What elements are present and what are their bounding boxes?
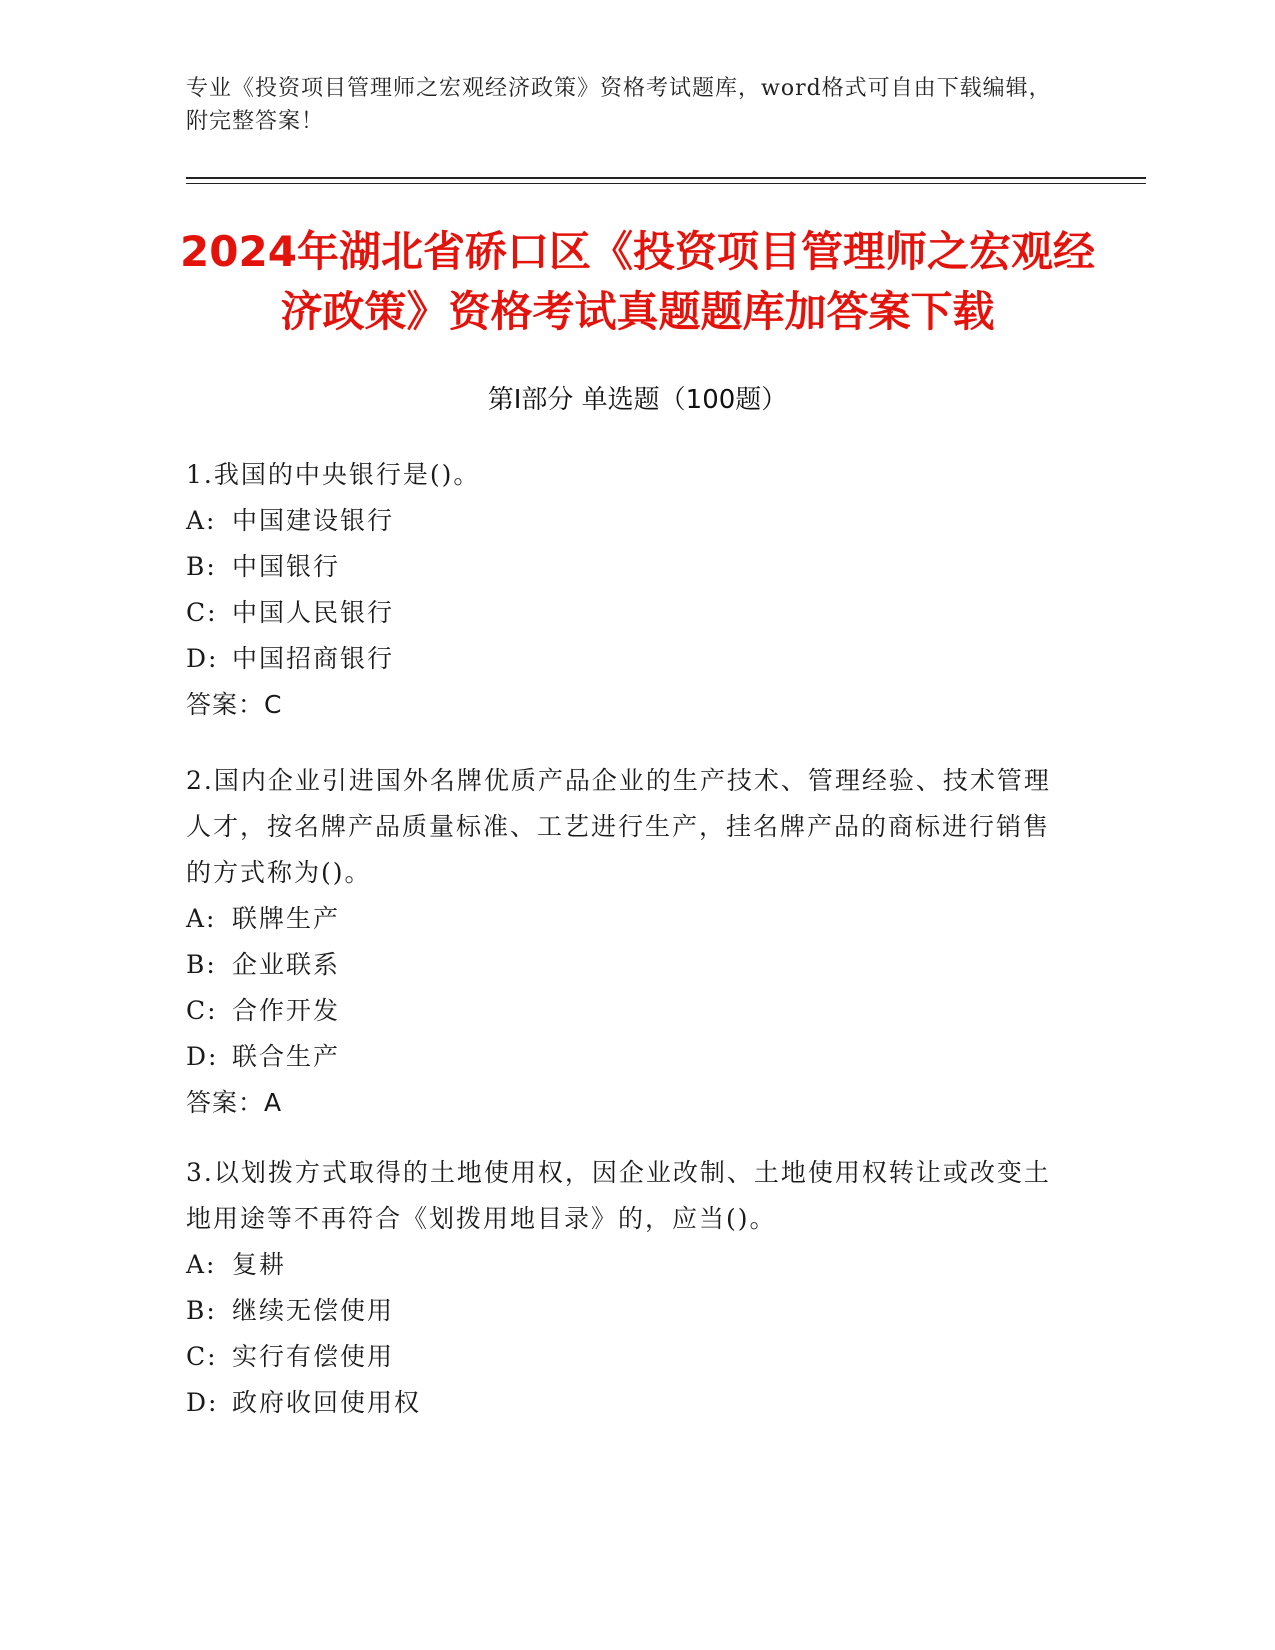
- option-text: 中国建设银行: [232, 506, 395, 535]
- option-text: 企业联系: [232, 950, 341, 979]
- option-letter: A:: [186, 506, 217, 535]
- option-letter: D:: [186, 644, 219, 673]
- option-letter: D:: [186, 1388, 219, 1417]
- header-rule-thick: [186, 177, 1146, 179]
- answer-line: 答案：A: [186, 1088, 283, 1117]
- option-text: 中国招商银行: [232, 644, 395, 673]
- option-text: 政府收回使用权: [232, 1388, 422, 1417]
- question-block: [186, 452, 1066, 728]
- option-b: [186, 1288, 1066, 1334]
- section-heading: 第Ⅰ部分 单选题（100题）: [487, 385, 788, 415]
- option-text: 中国人民银行: [232, 598, 395, 627]
- option-a: [186, 498, 1066, 544]
- document-title: 2024年湖北省硚口区《投资项目管理师之宏观经济政策》资格考试真题题库加答案下载: [180, 227, 1095, 336]
- question-text: 3.以划拨方式取得的土地使用权，因企业改制、土地使用权转让或改变土地用途等不再符合《划拨用地目录》的，应当()。: [186, 1158, 1051, 1233]
- option-d: [186, 1380, 1066, 1426]
- option-letter: D:: [186, 1042, 219, 1071]
- option-a: [186, 896, 1066, 942]
- question-text: 1.我国的中央银行是()。: [186, 460, 481, 489]
- option-letter: B:: [186, 552, 217, 581]
- option-text: 合作开发: [232, 996, 341, 1025]
- question-block: [186, 758, 1066, 1126]
- option-c: [186, 590, 1066, 636]
- option-d: [186, 636, 1066, 682]
- option-letter: C:: [186, 1342, 218, 1371]
- option-text: 联合生产: [232, 1042, 341, 1071]
- option-letter: A:: [186, 1250, 217, 1279]
- option-letter: C:: [186, 598, 218, 627]
- header-note: 专业《投资项目管理师之宏观经济政策》资格考试题库，word格式可自由下载编辑，附完整答案！: [186, 76, 1052, 134]
- option-b: [186, 544, 1066, 590]
- option-letter: B:: [186, 950, 217, 979]
- question-block: [186, 1150, 1066, 1426]
- option-letter: A:: [186, 904, 217, 933]
- option-text: 复耕: [232, 1250, 287, 1279]
- question-text: 2.国内企业引进国外名牌优质产品企业的生产技术、管理经验、技术管理人才，按名牌产品质量标准、工艺进行生产，挂名牌产品的商标进行销售的方式称为()。: [186, 766, 1051, 887]
- option-a: [186, 1242, 1066, 1288]
- option-text: 实行有偿使用: [232, 1342, 395, 1371]
- option-b: [186, 942, 1066, 988]
- option-text: 联牌生产: [232, 904, 341, 933]
- option-letter: B:: [186, 1296, 217, 1325]
- option-d: [186, 1034, 1066, 1080]
- option-c: [186, 1334, 1066, 1380]
- option-c: [186, 988, 1066, 1034]
- option-text: 继续无偿使用: [232, 1296, 395, 1325]
- header-rule-thin: [186, 183, 1146, 184]
- option-letter: C:: [186, 996, 218, 1025]
- option-text: 中国银行: [232, 552, 341, 581]
- answer-line: 答案：C: [186, 690, 283, 719]
